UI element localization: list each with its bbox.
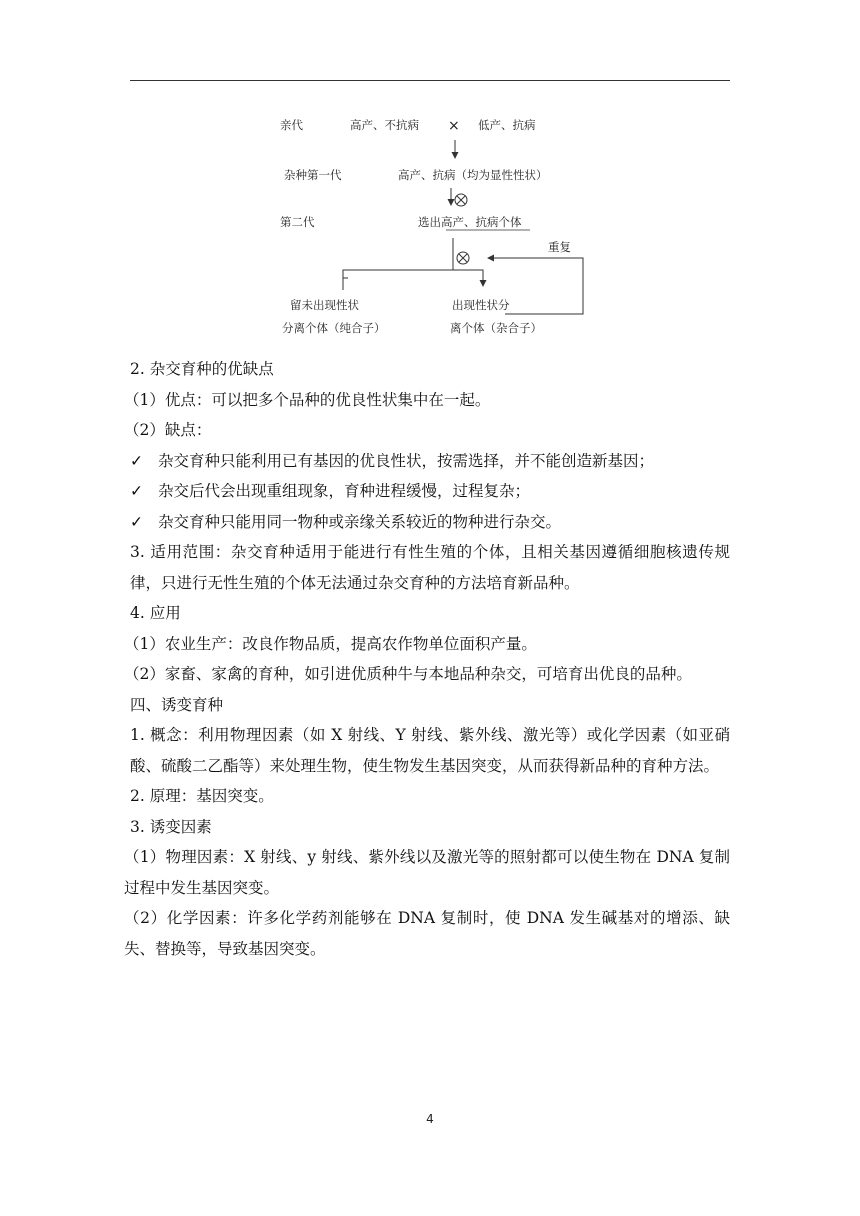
heading-mutation-breeding: 四、诱变育种 [130, 695, 224, 714]
branch-arrows [343, 270, 483, 290]
parent-a-traits: 高产、不抗病 [350, 118, 419, 132]
homozygous-result-line1: 留未出现性状 [290, 298, 359, 312]
disadvantage-text: 杂交育种只能用同一物种或亲缘关系较近的物种进行杂交。 [158, 512, 562, 531]
heterozygous-result-line1: 出现性状分 [452, 298, 510, 312]
mutation-concept: 1. 概念：利用物理因素（如 X 射线、Y 射线、紫外线、激光等）或化学因素（如亚硝酸、硫酸二乙酯等）来处理生物，使生物发生基因突变，从而获得新品种的育种方法。 [130, 726, 730, 775]
mutation-factors-title: 3. 诱变因素 [130, 817, 212, 836]
homozygous-result-line2: 分离个体（纯合子） [282, 321, 386, 335]
hybrid-breeding-diagram [250, 108, 610, 348]
section-4-application-1: （1）农业生产：改良作物品质，提高农作物单位面积产量。 [124, 634, 537, 653]
checkmark-icon: ✓ [130, 512, 143, 531]
parent-b-traits: 低产、抗病 [478, 118, 536, 132]
f1-description: 高产、抗病（均为显性性状） [398, 168, 548, 182]
section-4-application-2: （2）家畜、家禽的育种，如引进优质种牛与本地品种杂交，可培育出优良的品种。 [124, 665, 692, 683]
breeding-flow-svg [250, 108, 610, 348]
parent-generation-label: 亲代 [280, 118, 303, 132]
mutation-principle: 2. 原理：基因突变。 [130, 787, 274, 805]
disadvantage-item [130, 507, 730, 538]
page-number: 4 [426, 1112, 434, 1126]
header-rule [130, 80, 730, 81]
chemical-factors: （2）化学因素：许多化学药剂能够在 DNA 复制时，使 DNA 发生碱基对的增添、缺失、替换等，导致基因突变。 [124, 909, 730, 958]
section-2-title: 2. 杂交育种的优缺点 [130, 360, 274, 378]
f2-generation-label: 第二代 [280, 215, 315, 229]
repeat-label: 重复 [548, 240, 571, 254]
section-3-scope: 3. 适用范围：杂交育种适用于能进行有性生殖的个体，且相关基因遵循细胞核遗传规律，只进行无性生殖的个体无法通过杂交育种的方法培育新品种。 [130, 543, 730, 592]
checkmark-icon: ✓ [130, 451, 143, 470]
f2-description: 选出高产、抗病个体 [418, 215, 522, 229]
body-text [124, 354, 730, 964]
checkmark-icon: ✓ [130, 482, 143, 500]
f1-generation-label: 杂种第一代 [284, 168, 342, 182]
selfing-symbol-icon [457, 252, 469, 264]
disadvantage-item [130, 446, 730, 477]
selfing-symbol-icon [455, 194, 467, 206]
physical-factors: （1）物理因素：X 射线、y 射线、紫外线以及激光等的照射都可以使生物在 DNA 复制过程中发生基因突变。 [124, 848, 730, 897]
heterozygous-result-line2: 离个体（杂合子） [450, 321, 542, 335]
disadvantage-text: 杂交育种只能利用已有基因的优良性状，按需选择，并不能创造新基因； [158, 451, 655, 470]
section-4-title: 4. 应用 [130, 604, 181, 622]
section-2-disadvantage-heading: （2）缺点： [124, 421, 212, 439]
section-2-advantage: （1）优点：可以把多个品种的优良性状集中在一起。 [124, 390, 491, 409]
disadvantage-item [130, 476, 730, 507]
disadvantage-text: 杂交后代会出现重组现象，育种进程缓慢，过程复杂； [158, 482, 531, 500]
cross-symbol: × [448, 118, 460, 134]
